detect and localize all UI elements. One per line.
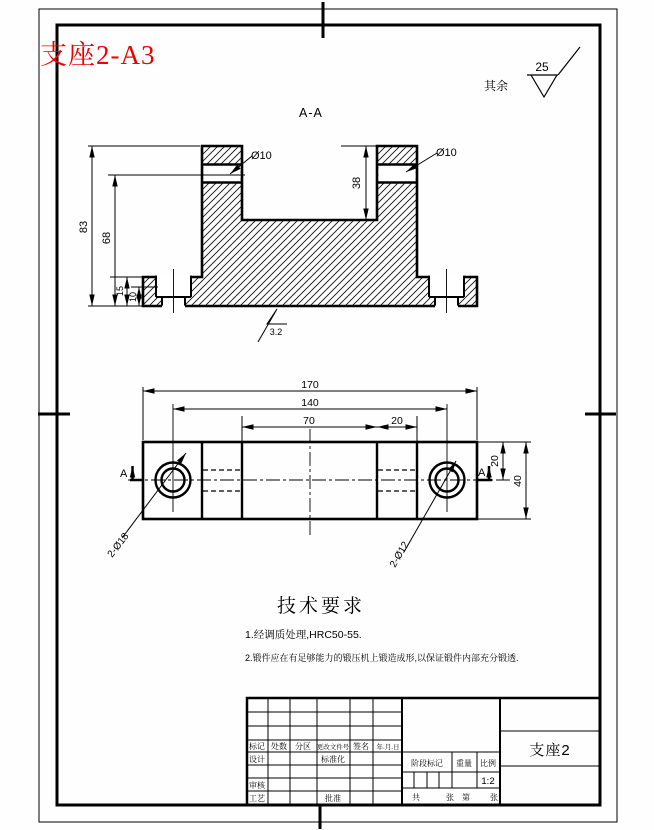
- col-mark-label: 标记: [249, 742, 265, 751]
- technical-requirements: [245, 595, 519, 663]
- col-count-label: 处数: [271, 742, 287, 751]
- tech-req-item-1: 1.经调质处理,HRC50-55.: [245, 629, 362, 641]
- outer-border: [39, 9, 617, 822]
- tech-req-title: 技术要求: [277, 596, 366, 617]
- dim-140: 140: [301, 397, 319, 409]
- section-view: [78, 106, 477, 342]
- col-signature-label: 签名: [353, 742, 369, 751]
- sheet-unit-1: 张: [446, 793, 454, 802]
- cutting-plane-left: [120, 466, 143, 480]
- scale-value: 1:2: [481, 776, 495, 787]
- hole-dia-right: Ø10: [436, 147, 457, 159]
- col-change-doc-label: 更改文件号: [316, 744, 350, 751]
- plan-inner-edges: [202, 442, 417, 519]
- section-arrow-label-right: A: [478, 467, 486, 479]
- scale-label: 比例: [480, 759, 496, 768]
- dim-20-right: 20: [489, 455, 501, 467]
- section-arrow-label-left: A: [120, 468, 128, 480]
- dim-83: 83: [78, 220, 90, 234]
- hole-band-left: [204, 166, 241, 182]
- title-block: [247, 698, 600, 805]
- cutting-plane-right: [477, 466, 492, 480]
- sheet-frame: [38, 2, 617, 829]
- hole-count-right: 2-Ø12: [388, 539, 412, 570]
- part-name: 支座2: [529, 742, 571, 759]
- stage-mark-label: 阶段标记: [411, 759, 443, 768]
- col-zone-label: 分区: [295, 742, 311, 751]
- plan-hidden-lines: [203, 470, 416, 491]
- dim-70: 70: [303, 415, 315, 427]
- sheet-total-label: 共: [412, 793, 420, 802]
- dim-68: 68: [101, 231, 113, 245]
- row-check-label: 审核: [249, 781, 265, 790]
- row-process-label: 工艺: [249, 794, 265, 803]
- hole-count-left: 2-Ø18: [105, 531, 132, 560]
- dim-15: 15: [115, 285, 125, 297]
- weight-label: 重量: [456, 759, 472, 768]
- roughness-value: 25: [535, 60, 549, 74]
- plan-hole-callout-right: [388, 461, 456, 570]
- tech-req-item-2: 2.锻件应在有足够能力的锻压机上锻造成形,以保证锻件内部充分锻透.: [245, 653, 519, 663]
- dim-20-top: 20: [391, 415, 403, 427]
- dim-170: 170: [301, 379, 319, 391]
- plan-view: [106, 379, 531, 570]
- sheet-unit-2: 张: [490, 793, 498, 802]
- row-design-label: 设计: [249, 755, 265, 764]
- hole-band-right: [379, 166, 416, 182]
- dim-40-right: 40: [512, 475, 524, 487]
- plan-hole-callout-left: [106, 453, 186, 560]
- general-roughness-note: [484, 47, 580, 97]
- sheet-no-label: 第: [462, 793, 470, 802]
- col-date-label: 年.月.日: [376, 744, 400, 751]
- drawing-title: 支座2-A3: [40, 40, 156, 70]
- row-approve-label: 批准: [325, 794, 341, 803]
- row-standardization-label: 标准化: [321, 755, 345, 764]
- inner-border: [57, 25, 600, 805]
- roughness-rest-label: 其余: [484, 79, 509, 93]
- section-label: A-A: [299, 106, 323, 120]
- section-profile: [143, 146, 477, 306]
- roughness-3-2: 3.2: [269, 327, 283, 337]
- dim-38: 38: [351, 176, 363, 190]
- bottom-roughness-symbol: [258, 309, 287, 342]
- dim-10: 10: [128, 291, 138, 303]
- hole-dia-left: Ø10: [251, 150, 272, 162]
